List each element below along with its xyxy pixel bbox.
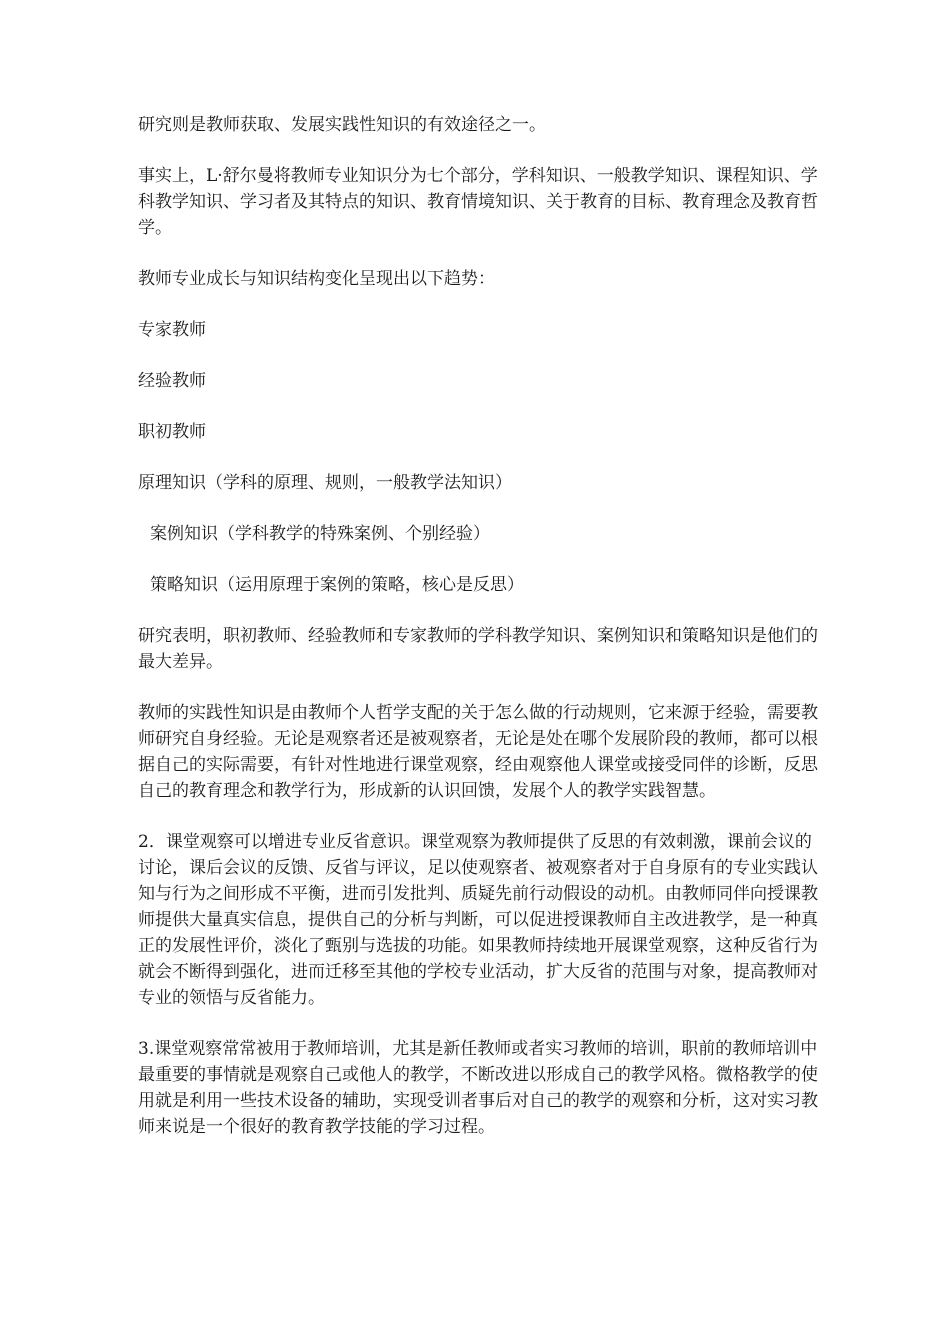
paragraph-practical-knowledge: 教师的实践性知识是由教师个人哲学支配的关于怎么做的行动规则，它来源于经验，需要教师研究自身经验。无论是观察者还是被观察者，无论是处在哪个发展阶段的教师，都可以根据自己的实际需要，有针对性地进行课堂观察，经由观察他人课堂或接受同伴的诊断，反思自己的教育理念和教学行为，形成新的认识回馈，发展个人的教学实践智慧。 <box>138 703 818 801</box>
list-item-strategy-knowledge: 策略知识（运用原理于案例的策略，核心是反思） <box>150 575 524 595</box>
list-item-novice-teacher: 职初教师 <box>138 422 206 442</box>
paragraph-research-findings: 研究表明，职初教师、经验教师和专家教师的学科教学知识、案例知识和策略知识是他们的最大差异。 <box>138 626 818 672</box>
document-body <box>138 112 823 1165</box>
paragraph-shulman-knowledge: 事实上，L·舒尔曼将教师专业知识分为七个部分，学科知识、一般教学知识、课程知识、学科教学知识、学习者及其特点的知识、教育情境知识、关于教育的目标、教育理念及教育哲学。 <box>138 166 818 238</box>
list-item-experienced-teacher: 经验教师 <box>138 371 206 391</box>
list-item-expert-teacher: 专家教师 <box>138 320 206 340</box>
paragraph-research-path: 研究则是教师获取、发展实践性知识的有效途径之一。 <box>138 115 546 135</box>
list-item-principle-knowledge: 原理知识（学科的原理、规则，一般教学法知识） <box>138 473 512 493</box>
list-item-case-knowledge: 案例知识（学科教学的特殊案例、个别经验） <box>150 524 490 544</box>
paragraph-trend-intro: 教师专业成长与知识结构变化呈现出以下趋势： <box>138 269 495 289</box>
paragraph-point-3-training: 3.课堂观察常常被用于教师培训，尤其是新任教师或者实习教师的培训，职前的教师培训中最重要的事情就是观察自己或他人的教学，不断改进以形成自己的教学风格。微格教学的使用就是利用一些技术设备的辅助，实现受训者事后对自己的教学的观察和分析，这对实习教师来说是一个很好的教育教学技能的学习过程。 <box>138 1039 818 1137</box>
paragraph-point-2-reflection: 2．课堂观察可以增进专业反省意识。课堂观察为教师提供了反思的有效刺激，课前会议的讨论，课后会议的反馈、反省与评议，足以使观察者、被观察者对于自身原有的专业实践认知与行为之间形成不平衡，进而引发批判、质疑先前行动假设的动机。由教师同伴向授课教师提供大量真实信息，提供自己的分析与判断，可以促进授课教师自主改进教学，是一种真正的发展性评价，淡化了甄别与选拔的功能。如果教师持续地开展课堂观察，这种反省行为就会不断得到强化，进而迁移至其他的学校专业活动，扩大反省的范围与对象，提高教师对专业的领悟与反省能力。 <box>138 832 818 1008</box>
